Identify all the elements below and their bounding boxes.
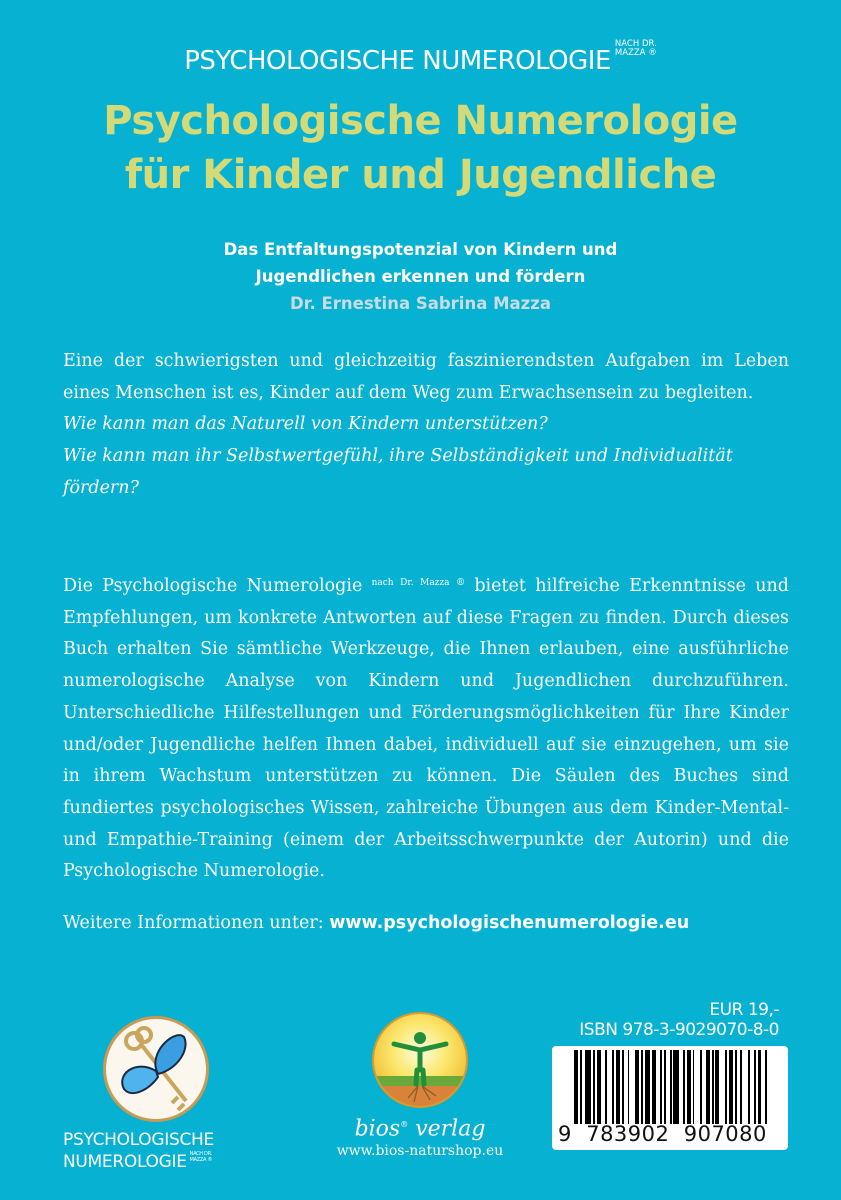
author-name: Dr. Ernestina Sabrina Mazza <box>290 294 551 313</box>
series-header <box>0 40 841 76</box>
book-subtitle <box>0 236 841 317</box>
price-isbn <box>579 1000 779 1040</box>
publisher-url[interactable]: www.bios-naturshop.eu <box>336 1143 504 1160</box>
question-1: Wie kann man das Naturell von Kindern unterstützen? <box>63 414 548 435</box>
intro-paragraph: Eine der schwierigsten und gleichzeitig faszinierendsten Aufgaben im Leben eines Menschen ist es, Kinder auf dem Weg zum Erwachsensein zu begleiten. <box>63 351 789 403</box>
more-info-label: Weitere Informationen unter: <box>63 913 324 933</box>
intro-section <box>63 346 789 505</box>
butterfly-key-icon <box>103 1016 209 1122</box>
numerology-logo-text: PSYCHOLOGISCHE NUMEROLOGIE NACH DR. MAZZA ® <box>63 1130 214 1172</box>
question-2: Wie kann man ihr Selbstwertgefühl, ihre Selbständigkeit und Individualität fördern? <box>63 446 733 498</box>
series-name: PSYCHOLOGISCHE NUMEROLOGIE <box>184 46 611 76</box>
isbn: ISBN 978-3-9029070-8-0 <box>579 1020 779 1040</box>
more-info <box>63 908 789 940</box>
barcode-bars <box>574 1050 770 1124</box>
price: EUR 19,- <box>709 1000 779 1020</box>
book-title <box>0 94 841 202</box>
description-paragraph <box>63 568 789 888</box>
description-rest: bietet hilfreiche Erkenntnisse und Empfehlungen, um konkrete Antworten auf diese Fragen zu finden. Durch dieses Buch erhalten Sie sämtliche Werkzeuge, die Ihnen erlauben, eine ausführliche numerologische Analyse von Kindern und Jugendlichen durchzuführen. Unterschiedliche Hilfestellungen und Förderungsmöglichkeiten für Ihre Kinder und/oder Jugendliche helfen Ihnen dabei, individuell auf sie einzugehen, um sie in ihrem Wachstum unterstützen zu können. Die Säulen des Buches sind fundiertes psychologisches Wissen, zahlreiche Übungen aus dem Kinder-Mental- und Empathie-Training (einem der Arbeitsschwerpunkte der Autorin) und die Psychologische Numerologie. <box>63 576 789 882</box>
subtitle-line-2: Jugendlichen erkennen und fördern <box>255 267 586 286</box>
person-sun-roots-icon <box>372 1012 468 1108</box>
more-info-url[interactable]: www.psychologischenumerologie.eu <box>329 913 690 933</box>
title-line-1: Psychologische Numerologie <box>103 98 738 144</box>
description-start: Die Psychologische Numerologie <box>63 576 363 596</box>
trademark-note: nach Dr. Mazza ® <box>371 578 466 588</box>
publisher-logo <box>330 1012 510 1160</box>
subtitle-line-1: Das Entfaltungspotenzial von Kindern und <box>223 240 618 259</box>
series-sup: NACH DR. MAZZA ® <box>614 39 657 58</box>
barcode <box>552 1046 788 1150</box>
title-line-2: für Kinder und Jugendliche <box>124 152 717 198</box>
publisher-name: bios® verlag <box>354 1116 486 1142</box>
barcode-digits: 9 783902 907080 <box>558 1122 767 1146</box>
